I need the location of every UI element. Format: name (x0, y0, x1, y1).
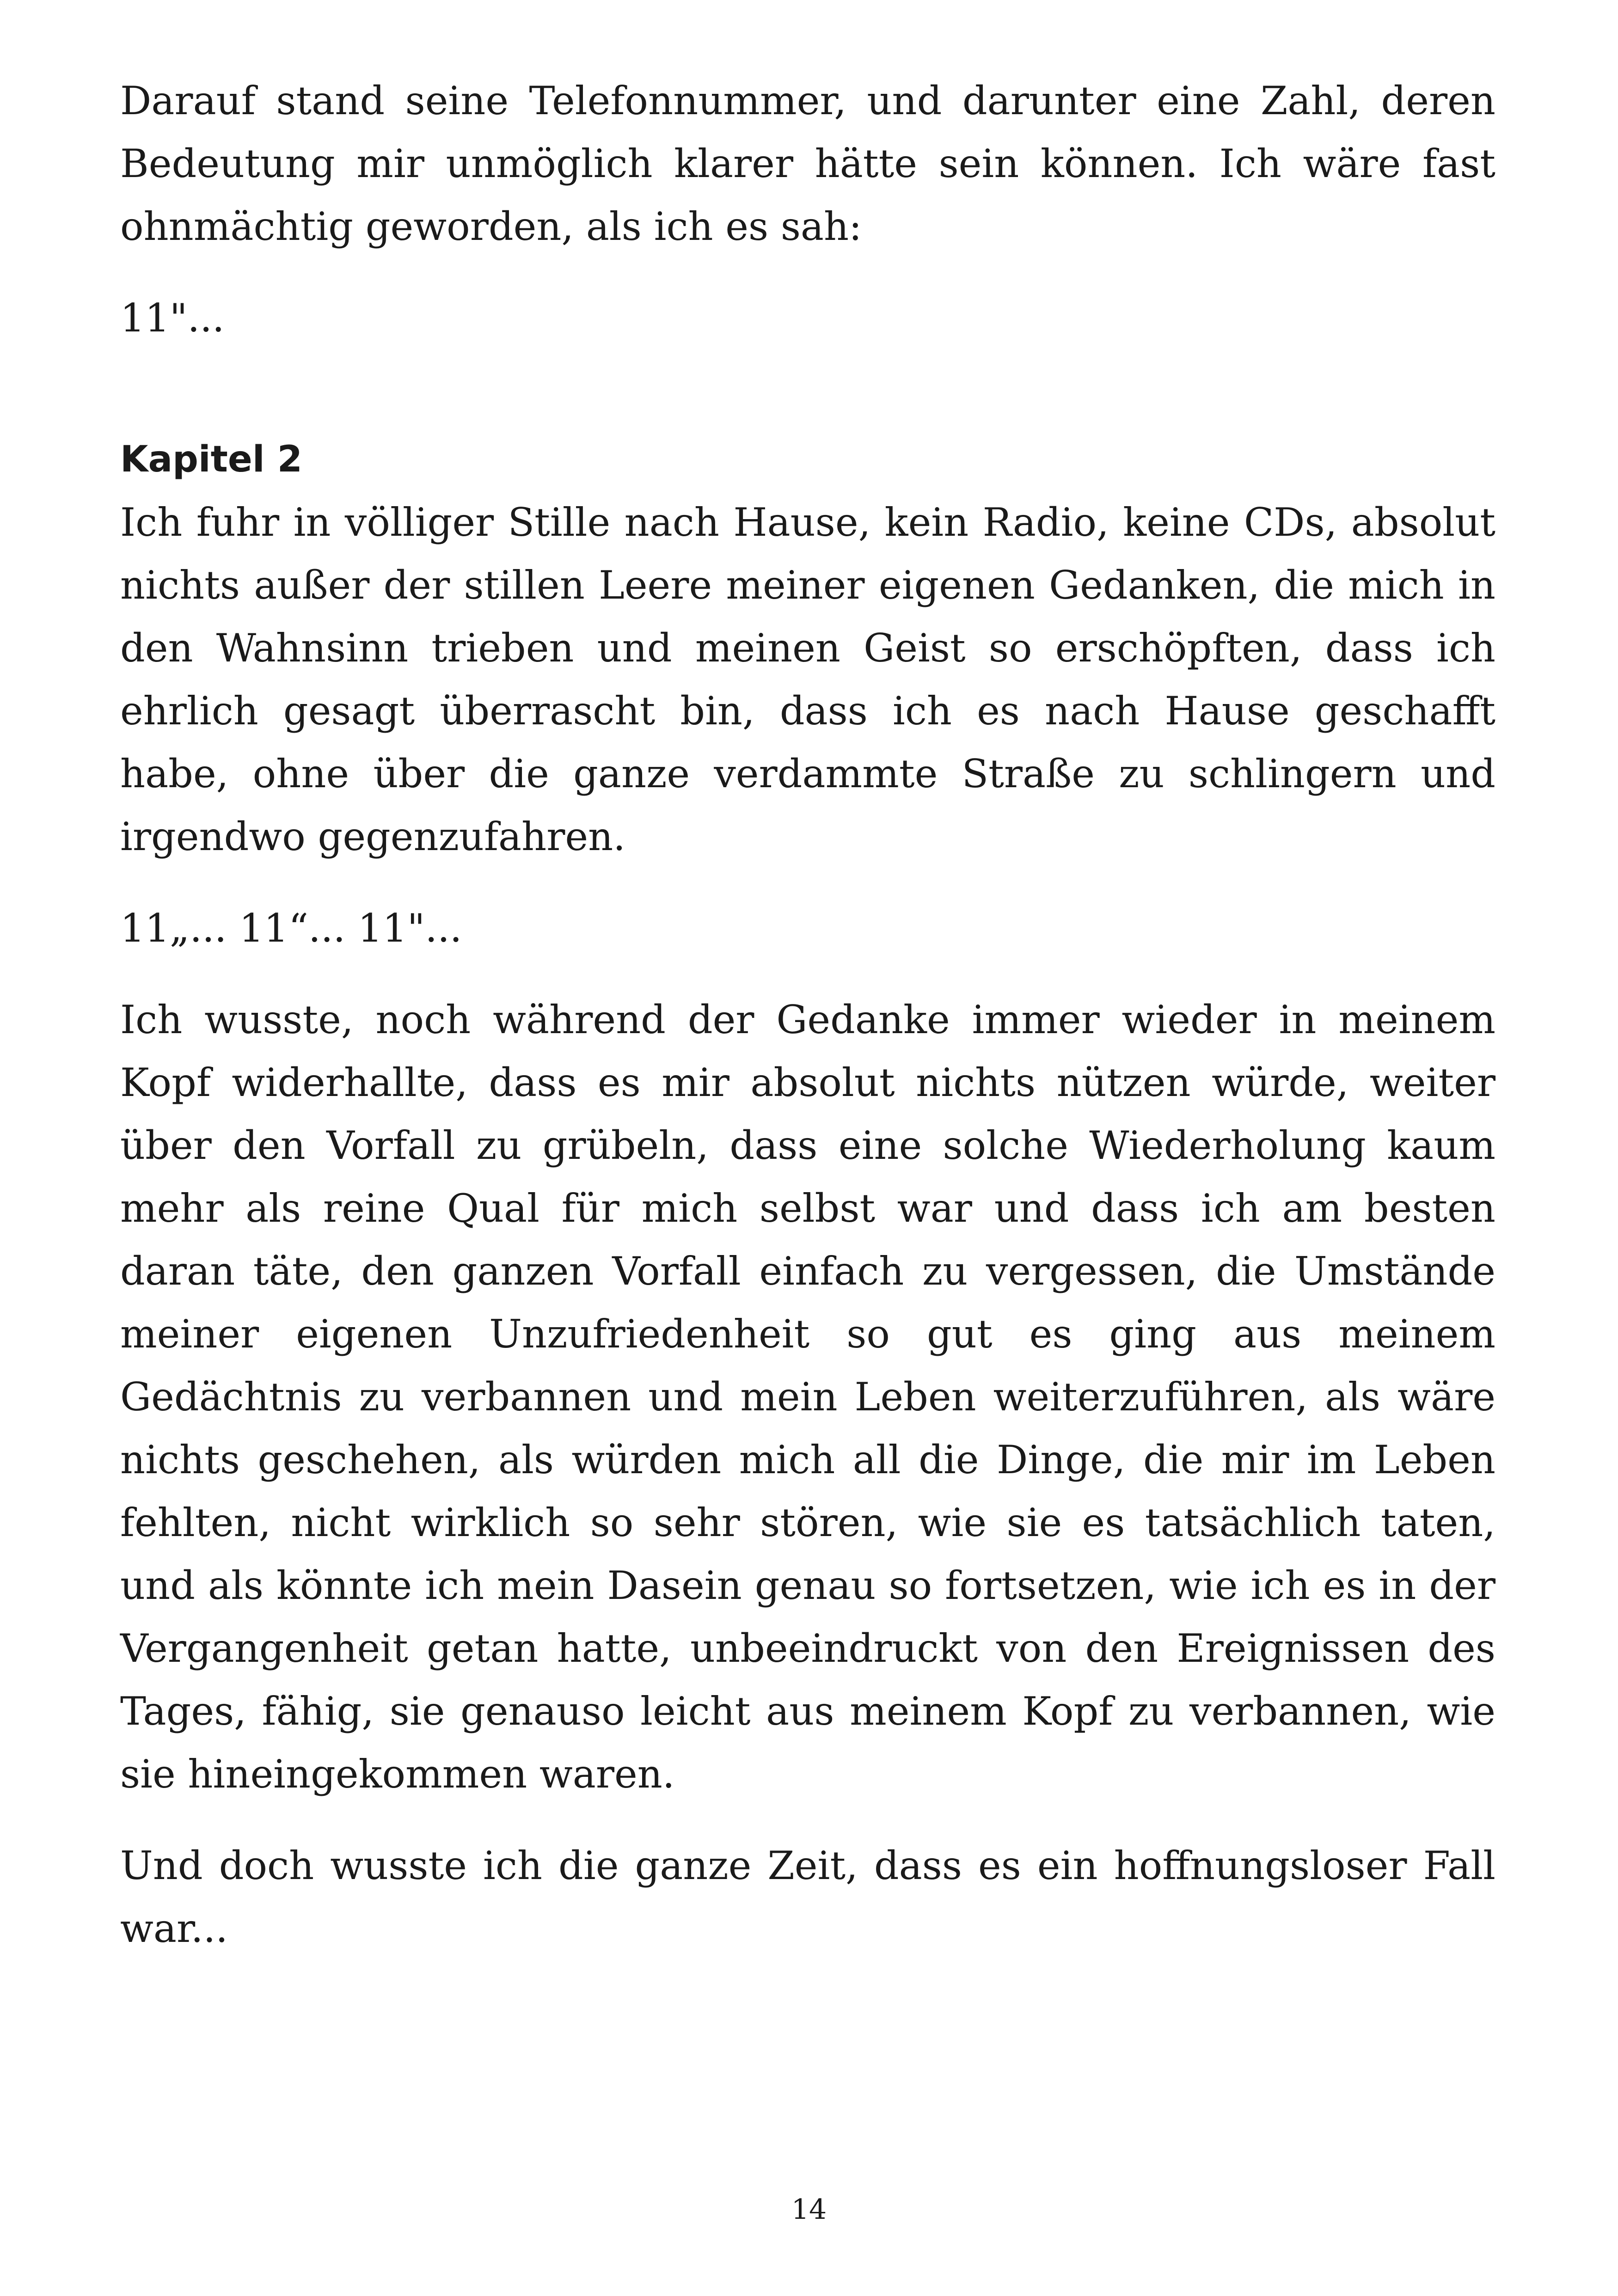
chapter-heading: Kapitel 2 (120, 439, 302, 480)
section-spacer (120, 349, 1495, 428)
page-number: 14 (791, 2193, 827, 2226)
body-paragraph: Ich wusste, noch während der Gedanke immer wieder in meinem Kopf widerhallte, dass es mir absolut nichts nützen würde, weiter über den Vorfall zu grübeln, dass eine solche Wiederholung kaum mehr als reine Qual für mich selbst war und dass ich am besten daran täte, den ganzen Vorfall einfach zu vergessen, die Umstände meiner eigenen Unzufriedenheit so gut es ging aus meinem Gedächtnis zu verbannen und mein Leben weiterzuführen, als wäre nichts geschehen, als würden mich all die Dinge, die mir im Leben fehlten, nicht wirklich so sehr stören, wie sie es tatsächlich taten, und als könnte ich mein Dasein genau so fortsetzen, wie ich es in der Vergangenheit getan hatte, unbeeindruckt von den Ereignissen des Tages, fähig, sie genauso leicht aus meinem Kopf zu verbannen, wie sie hineingekommen waren. (120, 997, 1495, 1797)
body-paragraph: Darauf stand seine Telefonnummer, und darunter eine Zahl, deren Bedeutung mir unmöglich klarer hätte sein können. Ich wäre fast ohnmächtig geworden, als ich es sah: (120, 78, 1495, 249)
body-paragraph: Ich fuhr in völliger Stille nach Hause, kein Radio, keine CDs, absolut nichts außer der stillen Leere meiner eigenen Gedanken, die mich in den Wahnsinn trieben und meinen Geist so erschöpften, dass ich ehrlich gesagt überrascht bin, dass ich es nach Hause geschafft habe, ohne über die ganze verdammte Straße zu schlingern und irgendwo gegenzufahren. (120, 500, 1495, 859)
body-paragraph: Und doch wusste ich die ganze Zeit, dass es ein hoffnungsloser Fall war... (120, 1843, 1495, 1951)
number-line: 11„... 11“... 11"... (120, 906, 462, 951)
number-line: 11"... (120, 295, 225, 341)
document-page (120, 69, 1495, 1960)
